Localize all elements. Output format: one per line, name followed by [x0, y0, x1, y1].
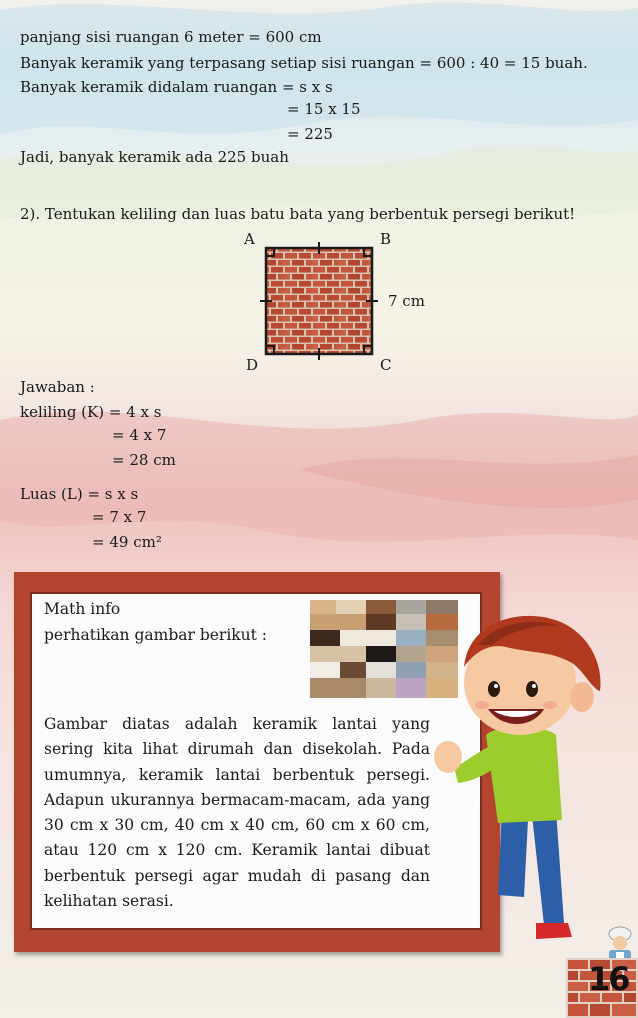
text-line-room-side: panjang sisi ruangan 6 meter = 600 cm	[20, 28, 322, 46]
text-line-tiles-substitution: = 15 x 15	[287, 100, 361, 118]
brick-square-figure	[256, 238, 380, 362]
perimeter-result: = 28 cm	[112, 451, 176, 469]
area-formula: Luas (L) = s x s	[20, 485, 139, 503]
corner-label-c: C	[380, 356, 392, 374]
math-info-panel	[30, 592, 482, 930]
math-info-paragraph: Gambar diatas adalah keramik lantai yang sering kita lihat dirumah dan disekolah. Pada umumnya, keramik lantai berbentuk persegi. Adapun ukurannya bermacam-macam, ada yang 30 cm x 30 cm, 40 cm x 40 cm, 60 cm x 60 cm, atau 120 cm x 120 cm. Keramik lantai dibuat berbentuk persegi agar mudah di pasang dan kelihatan serasi.	[44, 715, 430, 911]
side-length-label: 7 cm	[388, 292, 425, 310]
question-2: 2). Tentukan keliling dan luas batu bata yang berbentuk persegi berikut!	[20, 205, 576, 223]
corner-label-a: A	[244, 230, 255, 248]
area-result: = 49 cm²	[92, 533, 162, 551]
perimeter-formula: keliling (K) = 4 x s	[20, 403, 162, 421]
corner-label-d: D	[246, 356, 259, 374]
text-line-tiles-result: = 225	[287, 125, 333, 143]
boy-illustration	[432, 605, 622, 960]
text-line-conclusion: Jadi, banyak keramik ada 225 buah	[20, 148, 289, 166]
answer-heading: Jawaban :	[20, 378, 95, 396]
area-substitution: = 7 x 7	[92, 508, 147, 526]
math-info-title: Math info	[44, 600, 121, 618]
math-info-subtitle: perhatikan gambar berikut :	[44, 626, 268, 644]
page-number: 16	[588, 960, 629, 998]
text-line-tiles-per-side: Banyak keramik yang terpasang setiap sisi ruangan = 600 : 40 = 15 buah.	[20, 54, 588, 72]
perimeter-substitution: = 4 x 7	[112, 426, 167, 444]
corner-label-b: B	[380, 230, 392, 248]
text-line-tiles-formula: Banyak keramik didalam ruangan = s x s	[20, 78, 333, 96]
math-info-board	[14, 572, 500, 952]
